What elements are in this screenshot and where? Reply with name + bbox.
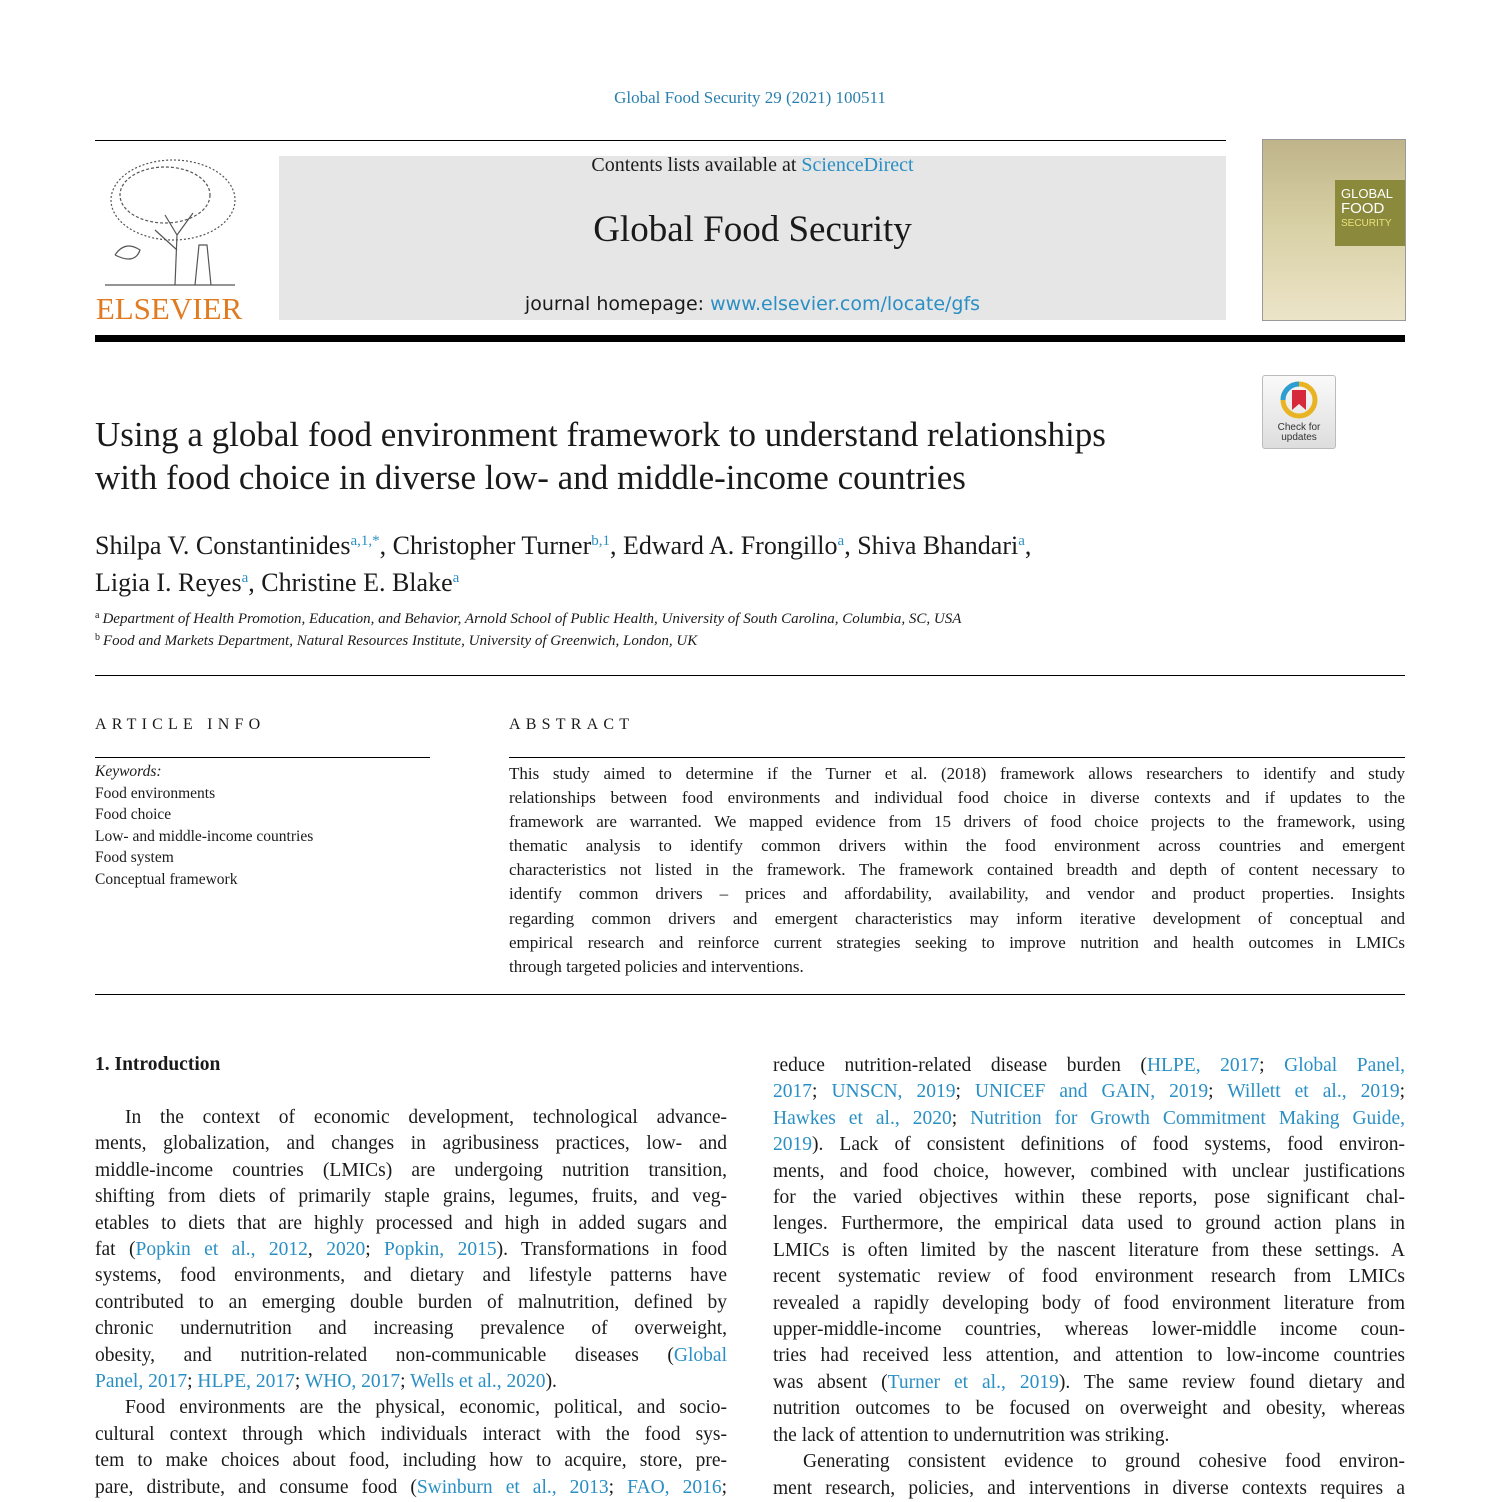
text-segment: ; xyxy=(955,1081,975,1103)
text-line xyxy=(95,1131,727,1157)
keyword: Food choice xyxy=(95,806,172,823)
text-segment: framework are warranted. We mapped evidence from 15 drivers of food choice projects to the framework, using xyxy=(509,812,1405,832)
text-segment: ments, globalization, and changes in agribusiness practices, low- and xyxy=(95,1133,727,1155)
citation-link[interactable]: UNICEF and GAIN, 2019 xyxy=(974,1081,1209,1103)
text-line xyxy=(95,1369,727,1395)
citation-link[interactable]: Swinburn et al., 2013 xyxy=(416,1476,609,1498)
header-thick-rule xyxy=(95,335,1405,342)
citation-link[interactable]: HLPE, 2017 xyxy=(197,1371,295,1393)
badge-label: updates xyxy=(1281,432,1317,443)
section-heading-introduction: 1. Introduction xyxy=(95,1054,221,1075)
body-column-left xyxy=(95,1105,727,1501)
text-segment: ). Transformations in food xyxy=(496,1239,727,1261)
author-affiliation-link[interactable]: b,1 xyxy=(591,533,611,549)
publisher-wordmark: ELSEVIER xyxy=(95,291,243,326)
divider xyxy=(95,757,430,758)
text-line xyxy=(773,1159,1405,1185)
text-segment: contributed to an emerging double burden of malnutrition, defined by xyxy=(95,1291,727,1313)
author-affiliation-link[interactable]: a xyxy=(837,533,845,549)
citation-link[interactable]: Panel, 2017 xyxy=(95,1371,188,1393)
text-segment: ; xyxy=(721,1476,727,1498)
text-line xyxy=(95,1211,727,1237)
keyword: Conceptual framework xyxy=(95,870,238,888)
author-affiliation-link[interactable]: a xyxy=(452,570,460,586)
citation-link[interactable]: Global xyxy=(673,1344,727,1366)
text-line xyxy=(773,1053,1405,1079)
text-segment: chronic undernutrition and increasing prevalence of overweight, xyxy=(95,1318,727,1340)
text-segment: ). xyxy=(545,1371,557,1393)
divider xyxy=(95,994,1405,995)
text-line xyxy=(95,1343,727,1369)
keywords-list xyxy=(95,761,313,890)
elsevier-tree-icon xyxy=(95,155,243,290)
text-line xyxy=(95,1475,727,1501)
separator: , xyxy=(1024,531,1032,560)
text-segment: was absent ( xyxy=(773,1371,888,1393)
separator: , xyxy=(248,568,262,597)
text-segment: This study aimed to determine if the Turner et al. (2018) framework allows researchers to identify and study xyxy=(509,764,1405,783)
affiliation xyxy=(95,632,697,650)
text-segment: ; xyxy=(187,1371,198,1393)
cover-title-band xyxy=(1335,180,1405,246)
cover-text: SECURITY xyxy=(1341,218,1392,229)
text-line xyxy=(95,1184,727,1210)
text-line xyxy=(509,882,1405,906)
text-line xyxy=(773,1106,1405,1132)
contents-line xyxy=(279,154,1226,177)
author-name: Shilpa V. Constantinides xyxy=(95,531,351,560)
text-segment: Food environments are the physical, economic, political, and socio- xyxy=(125,1397,727,1419)
text-line xyxy=(509,786,1405,810)
text-segment: ). The same review found dietary and xyxy=(1058,1371,1405,1393)
citation-link[interactable]: Popkin et al., 2012 xyxy=(135,1239,308,1261)
text-segment: lenges. Furthermore, the empirical data used to ground action plans in xyxy=(773,1213,1405,1235)
text-segment: ; xyxy=(1259,1055,1285,1076)
text-segment: ; xyxy=(294,1371,305,1393)
text-line xyxy=(773,1449,1405,1475)
author-name: Shiva Bhandari xyxy=(857,531,1019,560)
text-segment: ; xyxy=(1399,1081,1406,1103)
sciencedirect-link[interactable]: ScienceDirect xyxy=(801,154,914,176)
cover-text: GLOBAL xyxy=(1341,186,1394,201)
abstract-heading: ABSTRACT xyxy=(509,716,635,733)
keywords-label: Keywords: xyxy=(95,763,162,780)
text-segment: through targeted policies and interventions. xyxy=(509,956,804,976)
citation-link[interactable]: Nutrition for Growth Commitment Making Guide, xyxy=(970,1107,1406,1129)
affiliation-text: Department of Health Promotion, Education, and Behavior, Arnold School of Public Health, University of South Carolina, Columbia, SC, USA xyxy=(102,611,962,627)
text-line xyxy=(509,931,1405,955)
text-line xyxy=(773,1211,1405,1237)
text-line xyxy=(773,1132,1405,1158)
text-segment: pare, distribute, and consume food ( xyxy=(95,1476,417,1498)
article-title xyxy=(95,413,1245,499)
author-name: Christine E. Blake xyxy=(261,568,453,597)
text-line xyxy=(509,858,1405,882)
text-line xyxy=(773,1317,1405,1343)
text-line xyxy=(773,1185,1405,1211)
cover-text: FOOD xyxy=(1341,200,1385,217)
article-info-heading: ARTICLE INFO xyxy=(95,716,266,733)
author-name: Edward A. Frongillo xyxy=(623,531,838,560)
text-segment: , xyxy=(307,1239,327,1261)
journal-cover-image xyxy=(1262,139,1406,321)
elsevier-logo xyxy=(95,155,243,326)
text-line xyxy=(773,1291,1405,1317)
text-line xyxy=(509,762,1405,786)
affiliation-mark: a xyxy=(95,610,100,621)
text-line xyxy=(95,1316,727,1342)
body-column-right xyxy=(773,1053,1405,1502)
text-segment: In the context of economic development, technological advance- xyxy=(125,1107,727,1128)
text-line xyxy=(773,1238,1405,1264)
text-line xyxy=(509,955,1405,979)
separator: , xyxy=(379,531,393,560)
text-segment: ). Lack of consistent definitions of food systems, food environ- xyxy=(812,1134,1405,1156)
header-rule xyxy=(95,140,1226,141)
text-segment: ments, and food choice, however, combined with unclear justifications xyxy=(773,1160,1405,1182)
text-line xyxy=(95,1263,727,1289)
text-line xyxy=(95,1290,727,1316)
text-segment: middle-income countries (LMICs) are undergoing nutrition transition, xyxy=(95,1159,727,1181)
text-line xyxy=(95,1105,727,1131)
keyword: Food system xyxy=(95,849,174,866)
text-line xyxy=(773,1079,1405,1105)
text-segment: relationships between food environments and individual food choice in diverse contexts and if updates to the xyxy=(509,788,1405,808)
text-line xyxy=(95,1422,727,1448)
title-line: Using a global food environment framework to understand relationships xyxy=(95,415,1106,454)
text-line xyxy=(95,1237,727,1263)
author-list xyxy=(95,525,1295,599)
journal-title: Global Food Security xyxy=(593,209,912,250)
check-for-updates-button[interactable] xyxy=(1262,375,1336,449)
citation-link[interactable]: 2019 xyxy=(773,1134,812,1156)
citation-link[interactable]: Global Panel, xyxy=(1284,1055,1405,1076)
bookmark-ring-icon xyxy=(1279,380,1319,420)
text-segment: upper-middle-income countries, whereas lower-middle income coun- xyxy=(773,1319,1405,1341)
text-segment: revealed a rapidly developing body of food environment literature from xyxy=(773,1292,1405,1314)
text-segment: nutrition outcomes to be focused on overweight and obesity, whereas xyxy=(773,1398,1405,1420)
text-segment: regarding common drivers and emergent characteristics may inform iterative development of conceptual and xyxy=(509,908,1405,928)
text-line xyxy=(509,810,1405,834)
text-segment: characteristics not listed in the framework. The framework contained breadth and depth of content necessary to xyxy=(509,860,1405,880)
text-line xyxy=(773,1423,1405,1449)
text-line xyxy=(773,1476,1405,1502)
citation-link[interactable]: HLPE, 2017 xyxy=(1146,1055,1260,1076)
text-segment: the lack of attention to undernutrition was striking. xyxy=(773,1424,1170,1446)
text-segment: cultural context through which individuals interact with the food sys- xyxy=(95,1423,727,1445)
homepage-line xyxy=(279,293,1226,315)
citation-link[interactable]: 2017 xyxy=(773,1081,812,1103)
author-affiliation-link[interactable]: a xyxy=(241,570,249,586)
text-line xyxy=(95,1395,727,1421)
text-line xyxy=(773,1343,1405,1369)
text-segment: for the varied objectives within these reports, pose significant chal- xyxy=(773,1187,1405,1209)
citation-link[interactable]: UNSCN, 2019 xyxy=(831,1081,956,1103)
citation-link[interactable]: Popkin, 2015 xyxy=(384,1239,497,1261)
text-line xyxy=(95,1448,727,1474)
text-segment: fat ( xyxy=(95,1239,136,1261)
abstract-text xyxy=(509,762,1405,979)
text-segment: reduce nutrition-related disease burden ( xyxy=(773,1055,1147,1076)
citation-link[interactable]: WHO, 2017 xyxy=(304,1371,401,1393)
text-segment: LMICs is often limited by the nascent literature from these settings. A xyxy=(773,1239,1405,1261)
keyword: Food environments xyxy=(95,784,216,802)
citation-link[interactable]: Wells et al., 2020 xyxy=(410,1371,546,1393)
citation-link[interactable]: 2020 xyxy=(326,1239,366,1261)
separator: , xyxy=(610,531,624,560)
text-segment: ; xyxy=(365,1239,385,1261)
text-segment: thematic analysis to identify common drivers within the food environment across countries and emergent xyxy=(509,836,1405,856)
text-segment: ; xyxy=(400,1371,411,1393)
text-line xyxy=(509,907,1405,931)
text-segment: ; xyxy=(1208,1081,1228,1103)
text-segment: recent systematic review of food environment research from LMICs xyxy=(773,1266,1405,1288)
author-name: Ligia I. Reyes xyxy=(95,568,242,597)
citation-link[interactable]: FAO, 2016 xyxy=(627,1476,722,1498)
homepage-prefix: journal homepage: xyxy=(524,293,711,315)
badge-label: Check for xyxy=(1277,422,1321,433)
divider xyxy=(509,757,1405,758)
text-segment: ment research, policies, and interventions in diverse contexts requires a xyxy=(773,1477,1405,1499)
homepage-link[interactable]: www.elsevier.com/locate/gfs xyxy=(710,293,981,315)
text-segment: tries had received less attention, and attention to low-income countries xyxy=(773,1345,1405,1367)
text-segment: obesity, and nutrition-related non-communicable diseases ( xyxy=(95,1344,674,1366)
affiliation-mark: b xyxy=(95,632,100,643)
author-name: Christopher Turner xyxy=(392,531,592,560)
text-line xyxy=(773,1396,1405,1422)
text-segment: ; xyxy=(951,1107,971,1129)
contents-prefix: Contents lists available at xyxy=(591,154,802,176)
text-segment: identify common drivers – prices and affordability, availability, and vendor and product properties. Insights xyxy=(509,884,1405,904)
text-line xyxy=(773,1264,1405,1290)
text-line xyxy=(509,834,1405,858)
affiliation-text: Food and Markets Department, Natural Resources Institute, University of Greenwich, London, UK xyxy=(103,633,698,649)
text-segment: etables to diets that are highly processed and high in added sugars and xyxy=(95,1212,727,1234)
title-line: with food choice in diverse low- and middle-income countries xyxy=(95,458,966,497)
author-affiliation-link[interactable]: a,1,* xyxy=(350,533,380,549)
text-segment: shifting from diets of primarily staple grains, legumes, fruits, and veg- xyxy=(95,1186,727,1208)
text-segment: Generating consistent evidence to ground cohesive food environ- xyxy=(803,1451,1405,1473)
keyword: Low- and middle-income countries xyxy=(95,827,314,845)
text-line xyxy=(95,1158,727,1184)
citation-link[interactable]: Hawkes et al., 2020 xyxy=(773,1107,952,1129)
text-segment: tem to make choices about food, including how to acquire, store, pre- xyxy=(95,1450,727,1472)
text-segment: empirical research and reinforce current strategies seeking to improve nutrition and health outcomes in LMICs xyxy=(509,932,1405,952)
separator: , xyxy=(844,531,858,560)
divider xyxy=(95,675,1405,676)
affiliation xyxy=(95,610,961,628)
text-line xyxy=(773,1370,1405,1396)
citation-link[interactable]: Turner et al., 2019 xyxy=(887,1371,1059,1393)
author-affiliation-link[interactable]: a xyxy=(1018,533,1025,549)
journal-citation-link[interactable]: Global Food Security 29 (2021) 100511 xyxy=(614,88,886,107)
citation-link[interactable]: Willett et al., 2019 xyxy=(1227,1081,1400,1103)
text-segment: systems, food environments, and dietary and lifestyle patterns have xyxy=(95,1265,727,1287)
text-segment: ; xyxy=(812,1081,832,1103)
text-segment: ; xyxy=(608,1476,628,1498)
